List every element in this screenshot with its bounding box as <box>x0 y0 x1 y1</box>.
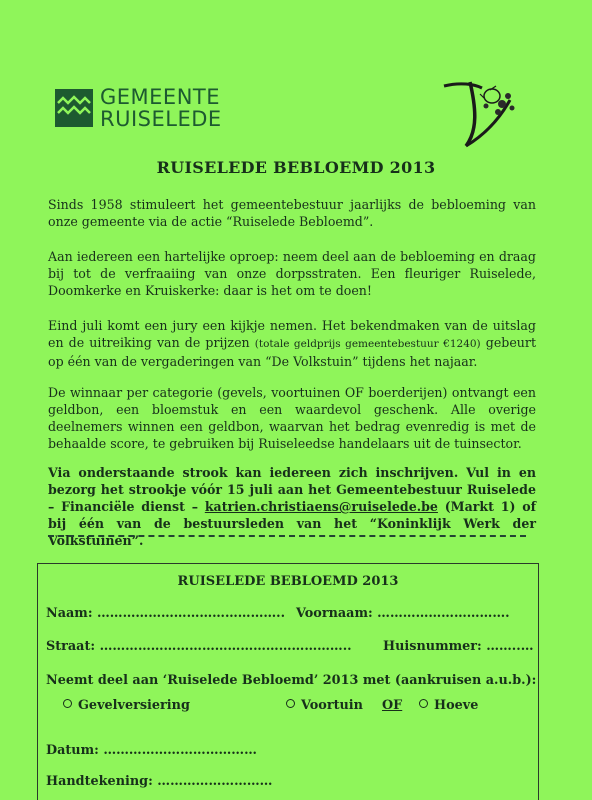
paragraph-call: Aan iedereen een hartelijke oproep: neem deel aan de bebloeming en draag bij tot de verfraaiing van onze dorpsstraten. Een fleuriger Ruiselede, Doomkerke en Kruiskerke: daar is het om te doen! <box>48 249 536 298</box>
form-title: RUISELEDE BEBLOEMD 2013 <box>177 574 399 589</box>
radio-circle-icon[interactable] <box>286 699 295 708</box>
logo-text <box>100 86 222 130</box>
wave-building-icon <box>55 89 93 127</box>
logo-line2: RUISELEDE <box>100 107 222 131</box>
cut-line <box>48 535 526 537</box>
option-gevelversiering-label: Gevelversiering <box>78 698 190 713</box>
voornaam-field[interactable]: Voornaam: …………………………. <box>296 606 510 621</box>
volkstuin-emblem-icon <box>440 78 522 150</box>
or-label: OF <box>382 698 403 713</box>
gemeente-logo <box>55 86 222 130</box>
handtekening-field[interactable]: Handtekening: ……………………… <box>46 774 273 789</box>
paragraph-jury-b: gebeurt op één van de vergaderingen van “De Volkstuin” tijdens het najaar. <box>48 335 537 369</box>
registration-form <box>37 563 539 800</box>
datum-field[interactable]: Datum: ……………………………… <box>46 743 257 758</box>
paragraph-jury-prize: (totale geldprijs gemeentebestuur €1240) <box>254 338 481 350</box>
participation-question: Neemt deel aan ‘Ruiselede Bebloemd’ 2013 met (aankruisen a.u.b.): <box>46 673 537 688</box>
paragraph-jury <box>48 317 536 370</box>
radio-circle-icon[interactable] <box>419 699 428 708</box>
logo-line1: GEMEENTE <box>100 85 221 109</box>
paragraph-register-b: (Markt 1) of bij één van de bestuursleden van het “Koninklijk Werk der Volkstuinen”. <box>48 499 537 548</box>
paragraph-intro: Sinds 1958 stimuleert het gemeentebestuur jaarlijks de bebloeming van onze gemeente via de actie “Ruiselede Bebloemd”. <box>48 197 536 229</box>
option-gevelversiering[interactable] <box>63 698 190 713</box>
email-link[interactable]: katrien.christiaens@ruiselede.be <box>204 499 438 514</box>
paragraph-jury-a: Eind juli komt een jury een kijkje nemen. Het bekendmaken van de uitslag en de uitreiking van de prijzen <box>48 318 536 350</box>
naam-field[interactable]: Naam: …………………………………….. <box>46 606 286 621</box>
option-voortuin[interactable] <box>286 698 363 713</box>
paragraph-register-a: Via onderstaande strook kan iedereen zich inschrijven. Vul in en bezorg het strookje vóór 15 juli aan het Gemeentebestuur Ruiselede – Financiële dienst – <box>48 465 536 514</box>
option-hoeve-label: Hoeve <box>434 698 479 713</box>
paragraph-prizes: De winnaar per categorie (gevels, voortuinen OF boerderijen) ontvangt een geldbon, een bloemstuk en een waardevol geschenk. Alle overige deelnemers winnen een geldbon, waarvan het bedrag evenredig is met de behaalde score, te gebruiken bij Ruiseleedse handelaars uit de tuinsector. <box>48 385 536 451</box>
radio-circle-icon[interactable] <box>63 699 72 708</box>
straat-field[interactable]: Straat: ………………………………………………….. <box>46 639 352 654</box>
option-hoeve[interactable] <box>419 698 478 713</box>
page-title: RUISELEDE BEBLOEMD 2013 <box>156 158 436 177</box>
option-voortuin-label: Voortuin <box>301 698 363 713</box>
huisnummer-field[interactable]: Huisnummer: ……..… <box>383 639 534 654</box>
